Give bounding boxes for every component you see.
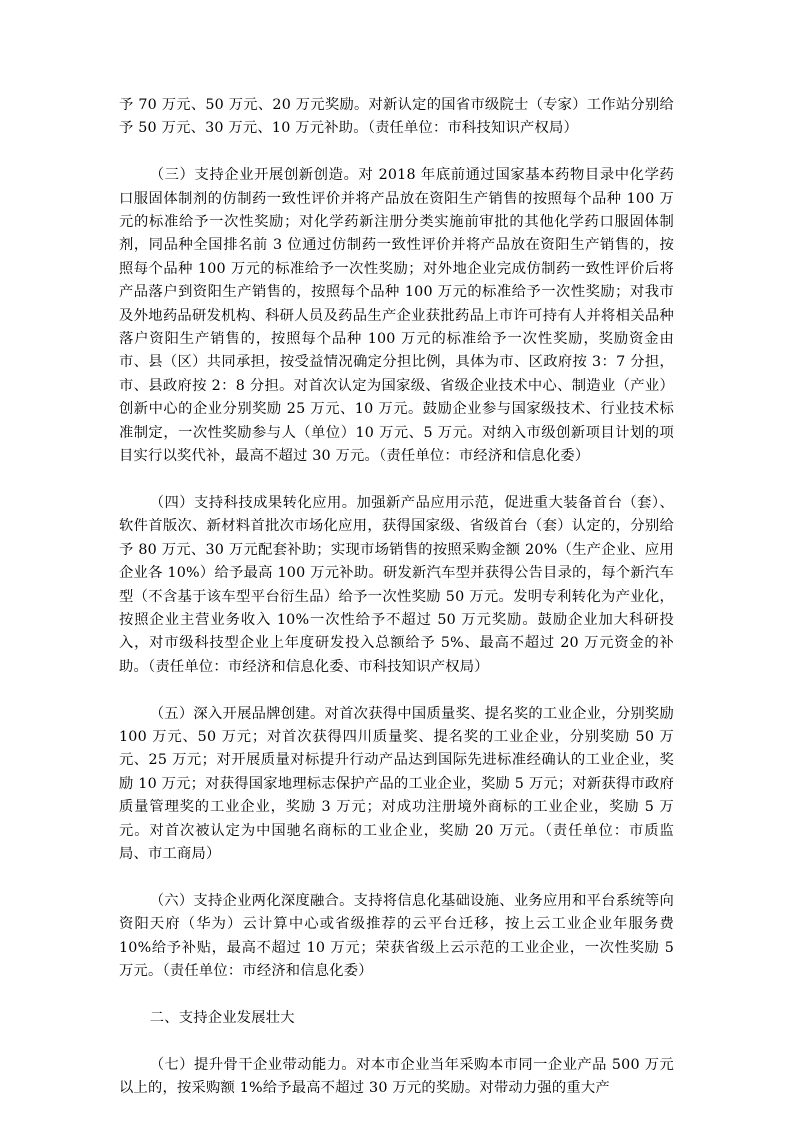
paragraph-gap (119, 679, 674, 702)
paragraph-section-3: （三）支持企业开展创新创造。对 2018 年底前通过国家基本药物目录中化学药口服固体制剂的仿制药一致性评价并将产品放在资阳生产销售的按照每个品种 100 万元的标准给予一次性奖励；对化学药新注册分类实施前审批的其他化学药口服固体制剂，同品种全国排名前 3 位通过仿制药一致性评价并将产品放在资阳生产销售的，按照每个品种 100 万元的标准给予一次性奖励；对外地企业完成仿制药一致性评价后将产品落户到资阳生产销售的，按照每个品种 100 万元的标准给予一次性奖励；对我市及外地药品研发机构、科研人员及药品生产企业获批药品上市许可持有人并将相关品种落户资阳生产销售的，按照每个品种 100 万元的标准给予一次性奖励，奖励资金由市、县（区）共同承担，按受益情况确定分担比例，具体为市、区政府按 3：7 分担，市、县政府按 2：8 分担。对首次认定为国家级、省级企业技术中心、制造业（产业）创新中心的企业分别奖励 25 万元、10 万元。鼓励企业参与国家级技术、行业技术标准制定，一次性奖励参与人（单位）10 万元、5 万元。对纳入市级创新项目计划的项目实行以奖代补，最高不超过 30 万元。（责任单位：市经济和信息化委） (119, 167, 674, 465)
paragraph-gap (119, 468, 674, 491)
section-heading-2: 二、支持企业发展壮大 (149, 1009, 295, 1026)
paragraph-gap (119, 1030, 674, 1053)
paragraph-section-4: （四）支持科技成果转化应用。加强新产品应用示范，促进重大装备首台（套）、软件首版次、新材料首批次市场化应用，获得国家级、省级首台（套）认定的，分别给予 80 万元、30 万元配套补助；实现市场销售的按照采购金额 20%（生产企业、应用企业各 10%）给予最高 100 万元补助。研发新汽车型并获得公告目录的，每个新汽车型（不含基于该车型平台衍生品）给予一次性奖励 50 万元。发明专利转化为产业化，按照企业主营业务收入 10%一次性给予不超过 50 万元奖励。鼓励企业加大科研投入，对市级科技型企业上年度研发投入总额给予 5%、最高不超过 20 万元资金的补助。（责任单位：市经济和信息化委、市科技知识产权局） (119, 494, 674, 675)
paragraph-gap (119, 866, 674, 889)
paragraph-section-5: （五）深入开展品牌创建。对首次获得中国质量奖、提名奖的工业企业，分别奖励 100 万元、50 万元；对首次获得四川质量奖、提名奖的工业企业，分别奖励 50 万元、25 万元；对开展质量对标提升行动产品达到国际先进标准经确认的工业企业，奖励 10 万元；对获得国家地理标志保护产品的工业企业，奖励 5 万元；对新获得市政府质量管理奖的工业企业，奖励 3 万元；对成功注册境外商标的工业企业，奖励 5 万元。对首次被认定为中国驰名商标的工业企业，奖励 20 万元。（责任单位：市质监局、市工商局） (119, 705, 674, 862)
paragraph-gap (119, 141, 674, 164)
paragraph-gap (119, 983, 674, 1006)
paragraph-continuation: 予 70 万元、50 万元、20 万元奖励。对新认定的国省市级院士（专家）工作站分别给予 50 万元、30 万元、10 万元补助。（责任单位：市科技知识产权局） (119, 97, 674, 137)
paragraph-section-6: （六）支持企业两化深度融合。支持将信息化基础设施、业务应用和平台系统等向资阳天府（华为）云计算中心或省级推荐的云平台迁移，按上云工业企业年服务费 10%给予补贴，最高不超过 10 万元；荣获省级上云示范的工业企业，一次性奖励 5 万元。（责任单位：市经济和信息化委） (119, 892, 674, 979)
document-page (119, 94, 674, 1100)
paragraph-section-7: （七）提升骨干企业带动能力。对本市企业当年采购本市同一企业产品 500 万元以上的，按采购额 1%给予最高不超过 30 万元的奖励。对带动力强的重大产 (119, 1056, 674, 1096)
